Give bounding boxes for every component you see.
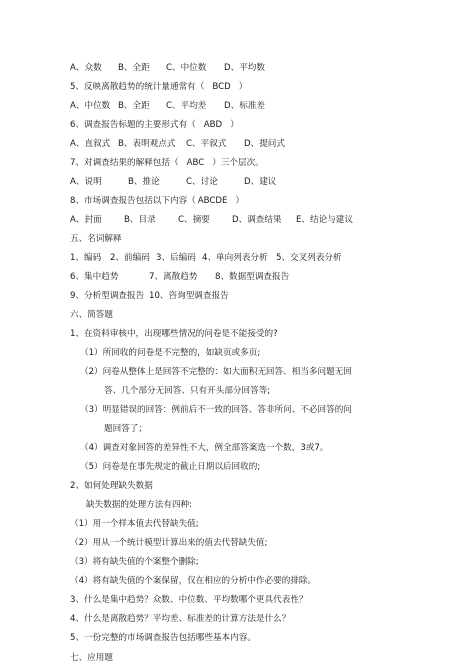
- short-answer-question: 5、一份完整的市场调查报告包括哪些基本内容。: [70, 633, 256, 643]
- answer-line: （3）将有缺失值的个案整个删除;: [70, 557, 199, 567]
- question-stem: 8、市场调查报告包括以下内容（: [70, 196, 196, 206]
- question-7: [70, 158, 264, 169]
- q7-options: [70, 177, 276, 188]
- option: B、目录: [124, 215, 156, 225]
- option: D、调查结果: [232, 215, 282, 225]
- section-5-heading: 五、名词解释: [70, 234, 122, 244]
- q4-options: [70, 63, 265, 74]
- option: A、直叙式: [70, 139, 111, 149]
- q6-options: [70, 139, 285, 150]
- term-row: [70, 272, 289, 283]
- question-close: ）: [230, 120, 239, 130]
- option: C、平均差: [166, 101, 207, 111]
- short-answer-question: 3、什么是集中趋势？众数、中位数、平均数哪个更具代表性？: [70, 595, 308, 605]
- question-stem: 5、反映离散趋势的统计量通常有（: [70, 82, 205, 92]
- short-answer-question: 1、在资料审核中，出现哪些情况的问卷是不能接受的?: [70, 329, 278, 339]
- option: B、表明观点式: [118, 139, 176, 149]
- answer-line: 缺失数据的处理方法有四种:: [86, 500, 193, 510]
- question-stem: 7、对调查结果的解释包括（: [70, 158, 179, 168]
- answer: ABCDE: [197, 196, 228, 206]
- short-answer-question: 4、什么是离散趋势？平均差、标准差的计算方法是什么？: [70, 614, 291, 624]
- question-8: [70, 196, 244, 207]
- q5-options: [70, 101, 265, 112]
- term: 7、离散趋势: [149, 272, 198, 282]
- option: B、全距: [118, 101, 150, 111]
- option: A、中位数: [70, 101, 111, 111]
- question-close: ）: [238, 82, 248, 92]
- question-stem: 6、调查报告标题的主要形式有（: [70, 120, 196, 130]
- option: B、全距: [118, 63, 150, 73]
- option: B、推论: [128, 177, 160, 187]
- answer-line: （2）问卷从整体上是回答不完整的：如大面积无回答、相当多问题无回: [80, 367, 352, 377]
- term-row: [70, 291, 229, 302]
- term: 6、集中趋势: [70, 272, 119, 282]
- question-close: ）三个层次。: [212, 158, 264, 168]
- option: C、平叙式: [186, 139, 227, 149]
- answer-line: 答、几个部分无回答、只有开头部分回答等;: [104, 386, 271, 396]
- option: C、中位数: [166, 63, 207, 73]
- answer-line: （3）明显错误的回答：例前后不一致的回答、答非所问、不必回答的问: [80, 405, 352, 415]
- question-5: [70, 82, 247, 93]
- answer-line: （4）调查对象回答的差异性不大，例全部答案选一个数，3或7。: [80, 443, 329, 453]
- term: 10、咨询型调查报告: [149, 291, 229, 301]
- answer-line: （1）用一个样本值去代替缺失值;: [70, 519, 199, 529]
- option: C、摘要: [178, 215, 210, 225]
- q8-options: [70, 215, 353, 226]
- term: 4、单向列表分析: [202, 253, 268, 263]
- answer: ABC: [186, 158, 205, 168]
- option: D、平均数: [224, 63, 265, 73]
- option: D、标准差: [224, 101, 265, 111]
- option: D、建议: [244, 177, 277, 187]
- term: 5、交叉列表分析: [276, 253, 342, 263]
- answer-line: （4）将有缺失值的个案保留，仅在相应的分析中作必要的排除。: [70, 576, 317, 586]
- question-close: ）: [235, 196, 245, 206]
- answer-line: （1）所回收的问卷是不完整的，如缺页或多页;: [80, 348, 261, 358]
- option: D、提问式: [244, 139, 285, 149]
- option: C、讨论: [186, 177, 218, 187]
- section-6-heading: 六、简答题: [70, 310, 113, 320]
- answer: ABD: [203, 120, 223, 130]
- answer-line: （5）问卷是在事先规定的截止日期以后回收的;: [80, 462, 261, 472]
- answer-line: （2）用从一个统计模型计算出来的值去代替缺失值;: [70, 538, 268, 548]
- question-6: [70, 120, 239, 131]
- short-answer-question: 2、如何处理缺失数据: [70, 481, 153, 491]
- section-7-heading: 七、应用题: [70, 653, 113, 663]
- option: A、说明: [70, 177, 102, 187]
- option: E、结论与建议: [296, 215, 353, 225]
- term: 2、前编码: [110, 253, 150, 263]
- answer-line: 题回答了；: [104, 424, 147, 434]
- answer: BCD: [212, 82, 231, 92]
- term: 8、数据型调查报告: [215, 272, 290, 282]
- term: 1、编码: [70, 253, 102, 263]
- term: 9、分析型调查报告: [70, 291, 145, 301]
- term: 3、后编码: [156, 253, 196, 263]
- option: A、众数: [70, 63, 102, 73]
- option: A、封面: [70, 215, 102, 225]
- term-row: [70, 253, 342, 264]
